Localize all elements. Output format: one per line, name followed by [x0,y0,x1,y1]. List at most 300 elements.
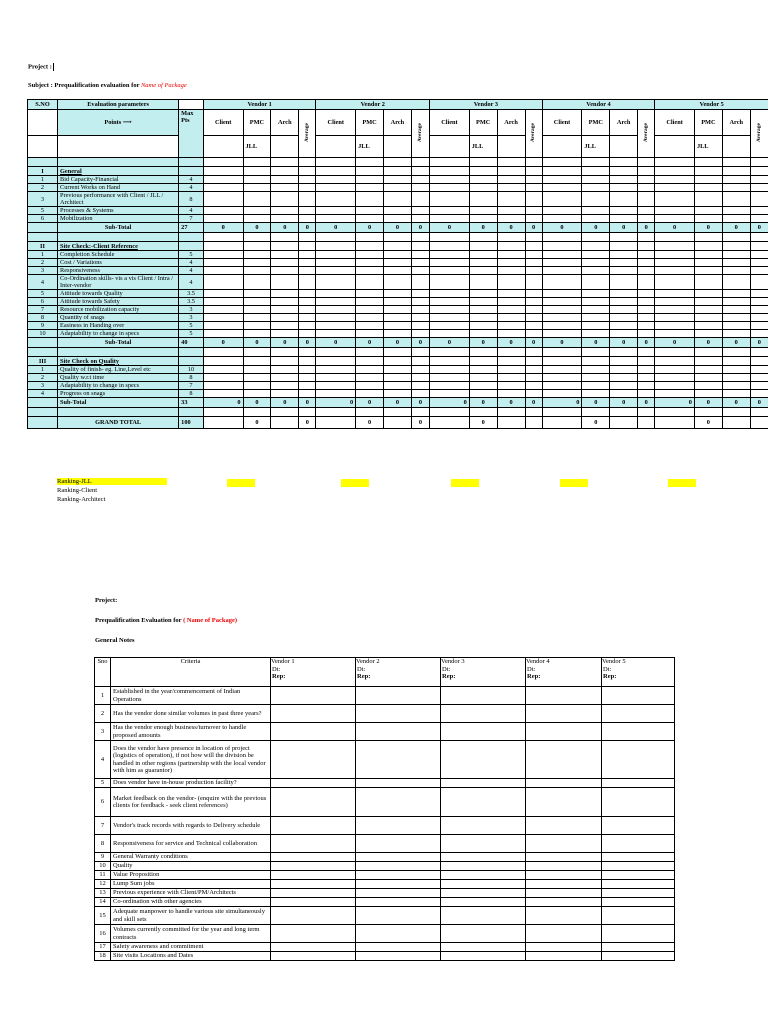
criteria-text: Lump Sum jobs [111,880,271,889]
header-sno: S.NO [28,100,58,110]
parameter-name: Adaptability to change in specs [58,382,179,390]
header-average: Average [750,110,768,158]
vendor-cell[interactable] [356,880,441,889]
grand-total-avg: 0 [411,417,429,429]
vendor-cell[interactable] [602,907,675,925]
subtotal-value: 0 [411,223,429,233]
criteria-text: Does the vendor have presence in location of project (logistics of operation), if not how will the division be handled in other regions (partnership with the local vendor with him as guarantor) [111,741,271,779]
vendor-cell[interactable] [356,835,441,853]
criteria-text: Quality [111,862,271,871]
criteria-number: 17 [95,943,111,952]
header-max-pts: Max Pts [179,110,204,158]
vendor-cell[interactable] [441,788,526,817]
header-vendor-4: Vendor 4 [542,100,655,110]
header-jll: JLL [243,136,271,158]
parameter-name: Cost / Variations [58,259,179,267]
vendor-cell[interactable] [356,871,441,880]
criteria-text: Co-ordination with other agencies [111,898,271,907]
subtotal-value: 0 [750,223,768,233]
header-client: Client [316,110,356,136]
subtotal-value: 0 [271,223,299,233]
header-vendor-2: Vendor 2 [316,100,430,110]
vendor-cell[interactable] [526,705,602,723]
header-pmc: PMC [356,110,384,136]
ranking-highlight-cell[interactable] [560,479,588,487]
vendor-cell[interactable] [602,862,675,871]
vendor-cell[interactable] [441,952,526,961]
criteria-text: Previous experience with Client/PM/Architects [111,889,271,898]
subtotal-value: 0 [655,398,695,408]
subtotal-max: 33 [179,398,204,408]
subtotal-value: 0 [610,338,638,348]
vendor-cell[interactable] [526,835,602,853]
criteria-number: 14 [95,898,111,907]
parameter-name: Quality w.r.t time [58,374,179,382]
subtotal-value: 0 [694,398,722,408]
criteria-number: 7 [95,817,111,835]
subtotal-value: 0 [430,398,470,408]
subtotal-value: 0 [411,338,429,348]
header-jll: JLL [694,136,722,158]
max-points: 8 [179,374,204,382]
general-notes-label: General Notes [95,637,135,644]
criteria-text: Adequate manpower to handle various site simultaneously and skill sets [111,907,271,925]
subtotal-value: 0 [582,223,610,233]
vendor-cell[interactable] [526,788,602,817]
ranking-label: Ranking-Client [57,487,98,494]
subtotal-value: 0 [638,223,655,233]
subtotal-label: Sub-Total [58,338,179,348]
criteria-number: 4 [95,741,111,779]
vendor-cell[interactable] [441,705,526,723]
row-number: 1 [28,366,58,374]
vendor-cell[interactable] [602,779,675,788]
max-points: 5 [179,322,204,330]
subtotal-value: 0 [243,223,271,233]
subtotal-value: 0 [525,338,542,348]
subtotal-value: 0 [722,223,750,233]
subtotal-value: 0 [430,223,470,233]
header-vendor-1: Vendor 1 [203,100,316,110]
criteria-number: 5 [95,779,111,788]
ranking-highlight-cell[interactable] [451,479,479,487]
vendor-cell[interactable] [356,943,441,952]
max-points: 3.5 [179,290,204,298]
vendor-cell[interactable] [526,907,602,925]
max-points: 3 [179,306,204,314]
header-vendor-5: Vendor 5 Dt: Rep: [602,658,675,687]
subtotal-value: 0 [299,223,316,233]
text-cursor [53,63,54,71]
vendor-cell[interactable] [602,687,675,705]
vendor-cell[interactable] [441,817,526,835]
parameter-name: Adaptability to change in specs [58,330,179,338]
subtotal-value: 0 [316,223,356,233]
vendor-cell[interactable] [441,871,526,880]
row-number: 1 [28,251,58,259]
header-vendor-3: Vendor 3 Dt: Rep: [441,658,526,687]
grand-total-label: GRAND TOTAL [58,417,179,429]
vendor-cell[interactable] [356,862,441,871]
row-number: 2 [28,259,58,267]
criteria-table [94,657,675,961]
vendor-cell[interactable] [441,853,526,862]
vendor-cell[interactable] [271,741,356,779]
subtotal-label: Sub-Total [58,223,179,233]
subtotal-value: 0 [356,338,384,348]
vendor-cell[interactable] [526,943,602,952]
section-title: Site Check on Quality [58,357,179,366]
subtotal-value: 0 [525,223,542,233]
vendor-cell[interactable] [602,835,675,853]
parameter-name: Current Works on Hand [58,184,179,192]
criteria-number: 6 [95,788,111,817]
criteria-number: 2 [95,705,111,723]
criteria-text: Vendor's track records with regards to Delivery schedule [111,817,271,835]
subtotal-value: 0 [299,338,316,348]
criteria-number: 13 [95,889,111,898]
criteria-text: General Warranty conditions [111,853,271,862]
vendor-cell[interactable] [602,943,675,952]
row-number: 1 [28,176,58,184]
parameter-name: Responsiveness [58,267,179,275]
subtotal-value: 0 [638,398,655,408]
header-pmc: PMC [694,110,722,136]
vendor-cell[interactable] [271,723,356,741]
subtotal-value: 0 [316,398,356,408]
criteria-text: Has the vendor done similar volumes in past three years? [111,705,271,723]
vendor-cell[interactable] [441,898,526,907]
subtotal-max: 27 [179,223,204,233]
parameter-name: Completion Schedule [58,251,179,259]
subtotal-value: 0 [638,338,655,348]
subtotal-value: 0 [610,398,638,408]
vendor-cell[interactable] [602,788,675,817]
criteria-number: 16 [95,925,111,943]
subtotal-value: 0 [694,223,722,233]
row-number: 10 [28,330,58,338]
vendor-cell[interactable] [356,925,441,943]
parameter-name: Quality of finish- eg. Line,Level etc [58,366,179,374]
criteria-text: Responsiveness for service and Technical collaboration [111,835,271,853]
header-vendor-4: Vendor 4 Dt: Rep: [526,658,602,687]
criteria-number: 10 [95,862,111,871]
section-title: Site Check:-Client Reference [58,242,179,251]
vendor-cell[interactable] [602,817,675,835]
vendor-cell[interactable] [526,723,602,741]
vendor-cell[interactable] [602,898,675,907]
vendor-cell[interactable] [441,925,526,943]
vendor-cell[interactable] [602,723,675,741]
max-points: 4 [179,184,204,192]
row-number: 3 [28,382,58,390]
parameter-name: Easiness in Handing over [58,322,179,330]
subtotal-value: 0 [469,223,497,233]
vendor-cell[interactable] [526,925,602,943]
header-client: Client [655,110,695,136]
vendor-cell[interactable] [526,898,602,907]
subtotal-value: 0 [497,338,525,348]
grand-total-value: 0 [243,417,271,429]
arrow-right-icon: ⟶ [122,119,132,126]
vendor-cell[interactable] [356,898,441,907]
vendor-cell[interactable] [441,835,526,853]
max-points: 7 [179,382,204,390]
subtotal-value: 0 [469,398,497,408]
row-number: 5 [28,290,58,298]
vendor-cell[interactable] [602,853,675,862]
parameter-name: Co-Ordination skills- vis a vis Client / Intra / Inter-vendor [58,275,179,290]
vendor-cell[interactable] [271,788,356,817]
vendor-cell[interactable] [441,741,526,779]
parameter-name: Resource mobilization capacity [58,306,179,314]
vendor-cell[interactable] [602,705,675,723]
vendor-cell[interactable] [526,779,602,788]
row-number: 6 [28,215,58,223]
header-client: Client [542,110,582,136]
grand-total-value: 0 [356,417,384,429]
row-number: 2 [28,374,58,382]
row-number: 3 [28,267,58,275]
vendor-cell[interactable] [271,705,356,723]
subtotal-value: 0 [722,398,750,408]
section-number: III [28,357,58,366]
criteria-text: Market feedback on the vendor- (enquire with the previous clients for feedback - seek client references) [111,788,271,817]
vendor-cell[interactable] [526,741,602,779]
vendor-cell[interactable] [441,687,526,705]
parameter-name: Progress on snags [58,390,179,398]
subtotal-value: 0 [469,338,497,348]
max-points: 8 [179,390,204,398]
vendor-cell[interactable] [602,880,675,889]
section-number: I [28,167,58,176]
row-number: 3 [28,192,58,207]
criteria-number: 11 [95,871,111,880]
vendor-cell[interactable] [271,889,356,898]
vendor-cell[interactable] [441,907,526,925]
vendor-cell[interactable] [526,817,602,835]
max-points: 7 [179,215,204,223]
ranking-highlight-cell[interactable] [341,479,369,487]
max-points: 4 [179,259,204,267]
vendor-cell[interactable] [356,687,441,705]
subtotal-value: 0 [356,223,384,233]
subtotal-value: 0 [243,338,271,348]
criteria-text: Volumes currently committed for the year and long term contracts [111,925,271,943]
vendor-cell[interactable] [602,925,675,943]
ranking-label: Ranking-Architect [57,496,106,503]
parameter-name: Bid Capacity-Financial [58,176,179,184]
subtotal-value: 0 [694,338,722,348]
subtotal-value: 0 [271,398,299,408]
vendor-cell[interactable] [271,943,356,952]
vendor-cell[interactable] [602,889,675,898]
subtotal-value: 0 [525,398,542,408]
vendor-cell[interactable] [356,817,441,835]
subject-line: Subject : Prequalification evaluation for Name of Package [28,82,187,89]
subtotal-value: 0 [243,398,271,408]
vendor-cell[interactable] [271,880,356,889]
subtotal-value: 0 [411,398,429,408]
header-arch: Arch [383,110,411,136]
subtotal-value: 0 [750,338,768,348]
criteria-text: Does vendor have in-house production facility? [111,779,271,788]
criteria-number: 12 [95,880,111,889]
vendor-cell[interactable] [602,952,675,961]
subtotal-value: 0 [750,398,768,408]
header-arch: Arch [722,110,750,136]
subtotal-value: 0 [383,223,411,233]
row-number: 7 [28,306,58,314]
header-average: Average [525,110,542,158]
vendor-cell[interactable] [441,723,526,741]
criteria-text: Value Proposition [111,871,271,880]
vendor-cell[interactable] [526,862,602,871]
header-sno: Sno [95,658,111,687]
header-criteria: Criteria [111,658,271,687]
vendor-cell[interactable] [526,871,602,880]
vendor-cell[interactable] [441,779,526,788]
vendor-cell[interactable] [271,779,356,788]
subtotal-value: 0 [383,338,411,348]
header-arch: Arch [497,110,525,136]
vendor-cell[interactable] [271,835,356,853]
vendor-cell[interactable] [441,889,526,898]
criteria-number: 1 [95,687,111,705]
vendor-cell[interactable] [271,687,356,705]
parameter-name: Attitude towards Safety [58,298,179,306]
header-pmc: PMC [582,110,610,136]
subtotal-value: 0 [655,223,695,233]
sheet2-title: Prequalification Evaluation for ( Name of Package) [95,617,238,624]
subtotal-value: 0 [356,398,384,408]
vendor-cell[interactable] [271,925,356,943]
vendor-cell[interactable] [441,880,526,889]
header-vendor-3: Vendor 3 [430,100,543,110]
max-points: 4 [179,267,204,275]
subtotal-value: 0 [497,398,525,408]
vendor-cell[interactable] [271,907,356,925]
grand-total-value: 0 [582,417,610,429]
vendor-cell[interactable] [356,952,441,961]
vendor-cell[interactable] [356,741,441,779]
criteria-text: Has the vendor enough business/turnover to handle proposed amounts [111,723,271,741]
criteria-number: 18 [95,952,111,961]
criteria-text: Safety awareness and commitment [111,943,271,952]
ranking-block [0,478,768,508]
grand-total-value: 0 [694,417,722,429]
subtotal-value: 0 [203,223,243,233]
vendor-cell[interactable] [271,862,356,871]
header-average: Average [638,110,655,158]
row-number: 2 [28,184,58,192]
max-points: 8 [179,192,204,207]
header-jll: JLL [356,136,384,158]
vendor-cell[interactable] [271,871,356,880]
subtotal-value: 0 [722,338,750,348]
vendor-cell[interactable] [271,817,356,835]
vendor-cell[interactable] [441,943,526,952]
header-client: Client [430,110,470,136]
vendor-cell[interactable] [526,889,602,898]
grand-total-max: 100 [179,417,204,429]
row-number: 8 [28,314,58,322]
max-points: 5 [179,330,204,338]
header-average: Average [411,110,429,158]
max-points: 4 [179,275,204,290]
header-arch: Arch [271,110,299,136]
header-eval-params: Evaluation parameters [58,100,179,110]
ranking-highlight-cell[interactable] [227,479,255,487]
header-average: Average [299,110,316,158]
vendor-cell[interactable] [356,705,441,723]
criteria-number: 15 [95,907,111,925]
max-points: 3.5 [179,298,204,306]
max-points: 10 [179,366,204,374]
vendor-cell[interactable] [356,907,441,925]
vendor-cell[interactable] [356,723,441,741]
header-vendor-1: Vendor 1 Dt: Rep: [271,658,356,687]
vendor-cell[interactable] [602,871,675,880]
max-points: 3 [179,314,204,322]
vendor-cell[interactable] [526,952,602,961]
header-jll: JLL [582,136,610,158]
parameter-name: Previous performance with Client / JLL / Architect [58,192,179,207]
parameter-name: Processes & Systems [58,207,179,215]
vendor-cell[interactable] [526,880,602,889]
vendor-cell[interactable] [356,853,441,862]
row-number: 4 [28,275,58,290]
row-number: 5 [28,207,58,215]
max-points: 4 [179,176,204,184]
parameter-name: Quantity of snags [58,314,179,322]
row-number: 6 [28,298,58,306]
vendor-cell[interactable] [356,788,441,817]
criteria-number: 8 [95,835,111,853]
max-points: 5 [179,251,204,259]
project-label: Project : [28,63,52,71]
vendor-cell[interactable] [526,853,602,862]
grand-total-avg: 0 [299,417,316,429]
subtotal-label: Sub-Total [58,398,179,408]
subtotal-value: 0 [582,398,610,408]
header-vendor-2: Vendor 2 Dt: Rep: [356,658,441,687]
row-number: 9 [28,322,58,330]
vendor-cell[interactable] [271,853,356,862]
evaluation-table [27,99,768,429]
subtotal-value: 0 [497,223,525,233]
vendor-cell[interactable] [526,687,602,705]
subtotal-value: 0 [299,398,316,408]
vendor-cell[interactable] [356,889,441,898]
subtotal-value: 0 [610,223,638,233]
subtotal-value: 0 [271,338,299,348]
header-pmc: PMC [243,110,271,136]
vendor-cell[interactable] [271,898,356,907]
ranking-highlight-cell[interactable] [668,479,696,487]
subtotal-value: 0 [316,338,356,348]
criteria-text: Site visits Locations and Dates [111,952,271,961]
max-points: 4 [179,207,204,215]
ranking-label: Ranking-JLL [57,478,167,485]
vendor-cell[interactable] [441,862,526,871]
subtotal-value: 0 [542,223,582,233]
subtotal-value: 0 [203,338,243,348]
vendor-cell[interactable] [271,952,356,961]
vendor-cell[interactable] [356,779,441,788]
vendor-cell[interactable] [602,741,675,779]
header-vendor-5: Vendor 5 [655,100,768,110]
